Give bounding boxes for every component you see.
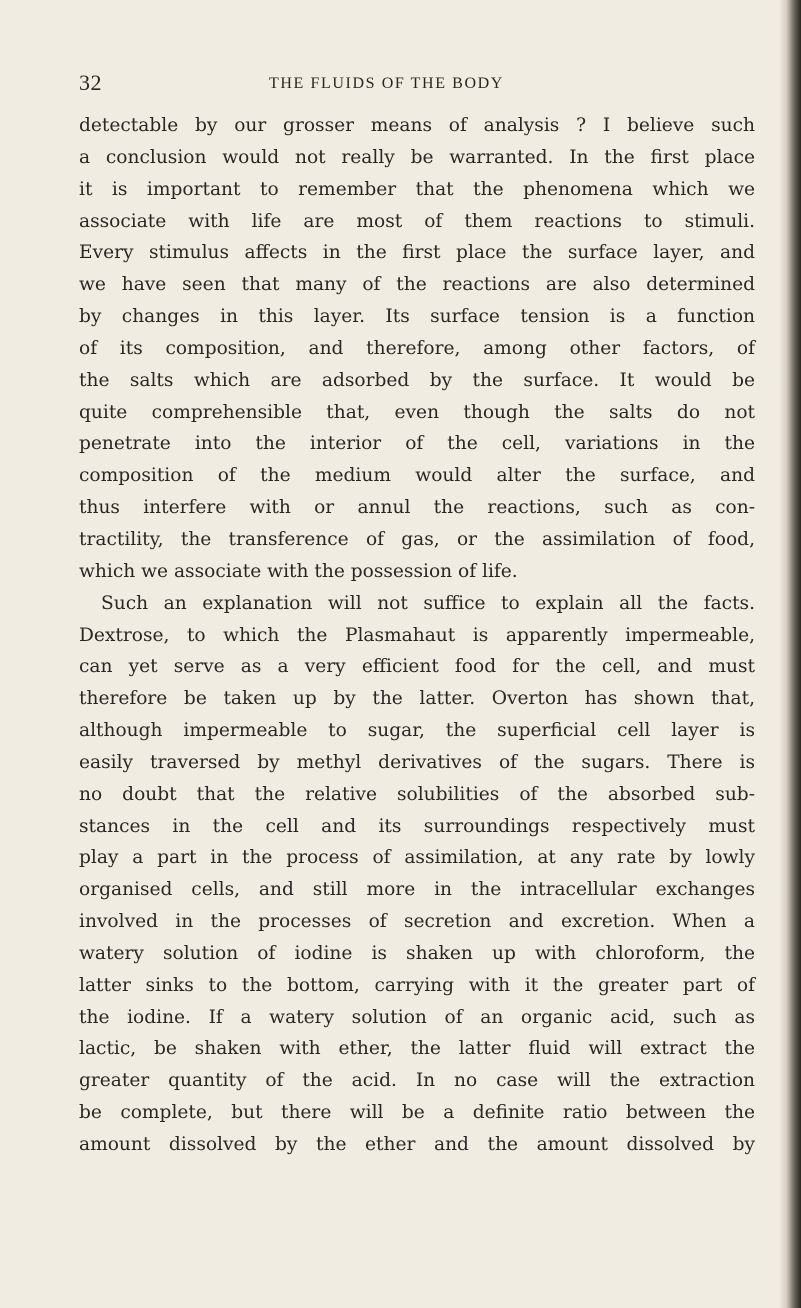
text-line: detectable by our grosser means of analysis ? I believe such [79, 115, 755, 136]
running-head: THE FLUIDS OF THE BODY [269, 75, 504, 92]
body-text [79, 110, 755, 1161]
text-line: latter sinks to the bottom, carrying with it the greater part of [79, 974, 755, 996]
text-line: thus interfere with or annul the reactions, such as con- [79, 497, 755, 519]
paragraph-first-line: Such an explanation will not suffice to explain all the facts. [101, 592, 755, 614]
text-line: easily traversed by methyl derivatives of the sugars. There is [79, 751, 755, 773]
text-line: composition of the medium would alter the surface, and [79, 465, 755, 487]
text-line: the iodine. If a watery solution of an organic acid, such as [79, 1006, 755, 1028]
page-number: 32 [79, 70, 102, 95]
text-line: involved in the processes of secretion and excretion. When a [79, 911, 755, 933]
text-line: we have seen that many of the reactions are also determined [79, 274, 755, 296]
text-line: can yet serve as a very efficient food for the cell, and must [79, 656, 755, 678]
text-line: amount dissolved by the ether and the amount dissolved by [79, 1134, 755, 1155]
text-line: which we associate with the possession of life. [79, 560, 518, 582]
page-header [79, 70, 759, 96]
text-line: stances in the cell and its surroundings respectively must [79, 815, 755, 837]
text-line: Every stimulus affects in the first place the surface layer, and [79, 242, 755, 264]
text-line: tractility, the transference of gas, or the assimilation of food, [79, 528, 755, 550]
text-line: of its composition, and therefore, among other factors, of [79, 337, 755, 359]
text-line: play a part in the process of assimilation, at any rate by lowly [79, 847, 755, 869]
page-edge-shadow [779, 0, 801, 1308]
text-line: associate with life are most of them reactions to stimuli. [79, 210, 755, 232]
text-line: by changes in this layer. Its surface tension is a function [79, 306, 755, 328]
text-line: organised cells, and still more in the intracellular exchanges [79, 879, 755, 901]
text-line: penetrate into the interior of the cell, variations in the [79, 433, 755, 455]
text-line: a conclusion would not really be warranted. In the first place [79, 146, 755, 168]
text-line: greater quantity of the acid. In no case will the extraction [79, 1070, 755, 1092]
text-line: be complete, but there will be a definite ratio between the [79, 1102, 755, 1124]
text-line: Dextrose, to which the Plasmahaut is apparently impermeable, [79, 624, 755, 646]
text-line: the salts which are adsorbed by the surface. It would be [79, 369, 755, 391]
text-line: although impermeable to sugar, the superficial cell layer is [79, 720, 755, 742]
text-line: lactic, be shaken with ether, the latter fluid will extract the [79, 1038, 755, 1060]
text-line: it is important to remember that the phenomena which we [79, 178, 755, 200]
text-line: no doubt that the relative solubilities of the absorbed sub- [79, 783, 755, 805]
text-line: quite comprehensible that, even though the salts do not [79, 401, 755, 423]
text-line: therefore be taken up by the latter. Overton has shown that, [79, 688, 755, 710]
text-line: watery solution of iodine is shaken up with chloroform, the [79, 942, 755, 964]
